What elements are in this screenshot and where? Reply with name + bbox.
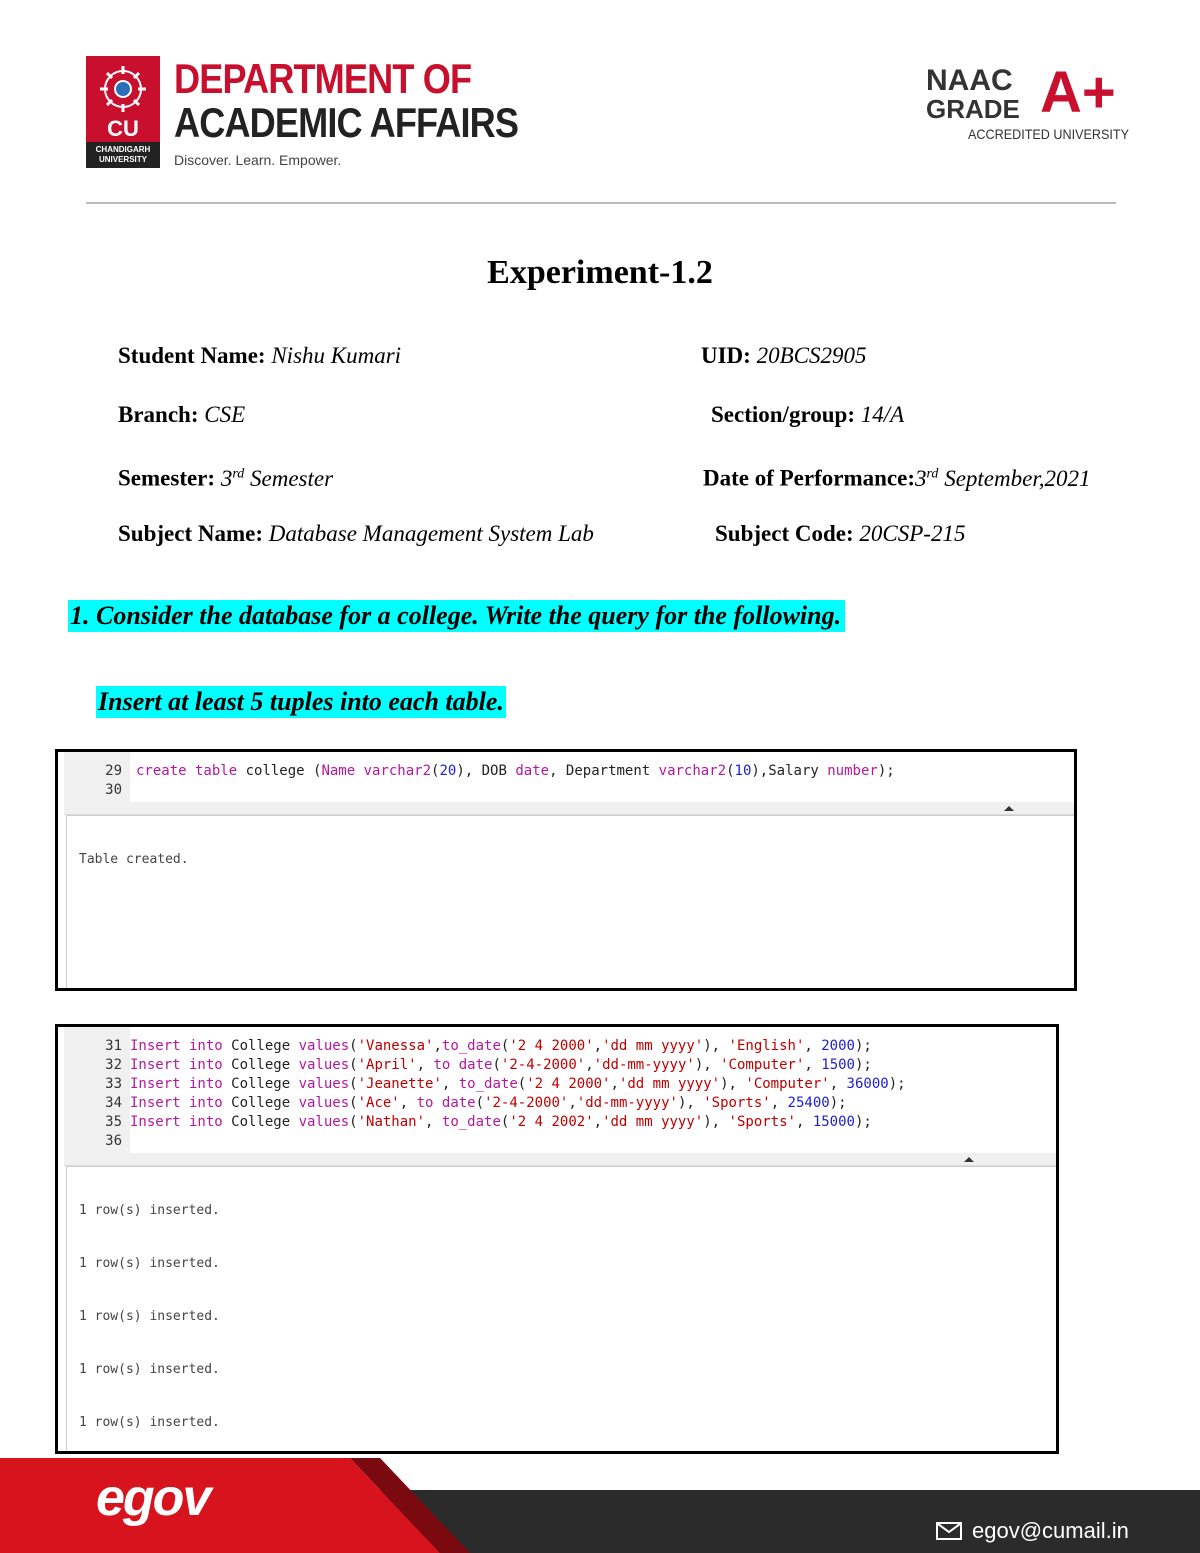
code-line: Insert into College values('Vanessa',to_date('2 4 2000','dd mm yyyy'), 'English', 2000);	[130, 1038, 872, 1054]
code-line: create table college (Name varchar2(20), DOB date, Department varchar2(10),Salary number);	[136, 763, 895, 779]
output-message: 1 row(s) inserted.	[79, 1309, 220, 1324]
date-field: Date of Performance:3rd September,2021	[703, 465, 1091, 491]
output-message: 1 row(s) inserted.	[79, 1256, 220, 1271]
semester-field: Semester: 3rd Semester	[118, 465, 334, 491]
code-editor[interactable]	[58, 752, 1074, 804]
line-number: 32	[105, 1057, 122, 1073]
egov-logo: egov	[96, 1469, 210, 1527]
dept-title-line1: DEPARTMENT OF	[174, 55, 472, 102]
naac-accredited: ACCREDITED UNIVERSITY	[968, 126, 1130, 142]
line-number: 29	[105, 763, 122, 779]
cu-logo	[86, 56, 160, 168]
question-heading: 1. Consider the database for a college. Write the query for the following.	[68, 600, 845, 632]
code-line: Insert into College values('Nathan', to_date('2 4 2002','dd mm yyyy'), 'Sports', 15000);	[130, 1114, 872, 1130]
question-subheading: Insert at least 5 tuples into each table.	[98, 687, 504, 716]
code-line: Insert into College values('Jeanette', to_date('2 4 2000','dd mm yyyy'), 'Computer', 36000);	[130, 1076, 906, 1092]
sql-panel-insert	[55, 1024, 1059, 1454]
envelope-icon	[936, 1522, 962, 1540]
dept-title-line2: ACADEMIC AFFAIRS	[174, 99, 519, 146]
footer-email[interactable]: egov@cumail.in	[972, 1518, 1129, 1543]
sql-panel-create	[55, 749, 1077, 991]
output-message: Table created.	[79, 852, 189, 867]
naac-label: NAAC	[926, 64, 1013, 97]
output-message: 1 row(s) inserted.	[79, 1203, 220, 1218]
naac-grade-label: GRADE	[926, 94, 1020, 124]
branch-field: Branch: CSE	[118, 402, 246, 427]
line-number: 34	[105, 1095, 122, 1111]
header-divider	[86, 202, 1116, 204]
collapse-caret-icon[interactable]	[1004, 806, 1014, 811]
subject-code-field: Subject Code: 20CSP-215	[715, 521, 966, 546]
code-line: Insert into College values('Ace', to date('2-4-2000','dd-mm-yyyy'), 'Sports', 25400);	[130, 1095, 847, 1111]
naac-grade: A+	[1040, 60, 1116, 125]
cu-logo-subtitle: CHANDIGARH UNIVERSITY	[86, 142, 160, 168]
section-field: Section/group: 14/A	[711, 402, 905, 427]
subject-name-field: Subject Name: Database Management System Lab	[118, 521, 594, 546]
page-title: Experiment-1.2	[487, 254, 713, 291]
tagline: Discover. Learn. Empower.	[174, 152, 342, 168]
code-line: Insert into College values('April', to date('2-4-2000','dd-mm-yyyy'), 'Computer', 1500);	[130, 1057, 872, 1073]
line-number: 33	[105, 1076, 122, 1092]
uid-field: UID: 20BCS2905	[701, 343, 867, 368]
line-number: 30	[105, 782, 122, 798]
code-editor[interactable]	[58, 1027, 1056, 1155]
output-message: 1 row(s) inserted.	[79, 1362, 220, 1377]
output-message: 1 row(s) inserted.	[79, 1415, 220, 1430]
output-pane	[66, 815, 1074, 988]
line-number: 35	[105, 1114, 122, 1130]
pane-splitter[interactable]	[64, 1153, 1056, 1166]
cu-logo-text: CU	[107, 116, 139, 141]
line-number: 31	[105, 1038, 122, 1054]
pane-splitter[interactable]	[64, 802, 1074, 815]
output-pane	[66, 1166, 1056, 1451]
student-name-field: Student Name: Nishu Kumari	[118, 343, 402, 368]
cu-emblem-icon	[96, 62, 150, 116]
line-number: 36	[105, 1133, 122, 1149]
collapse-caret-icon[interactable]	[964, 1157, 974, 1162]
